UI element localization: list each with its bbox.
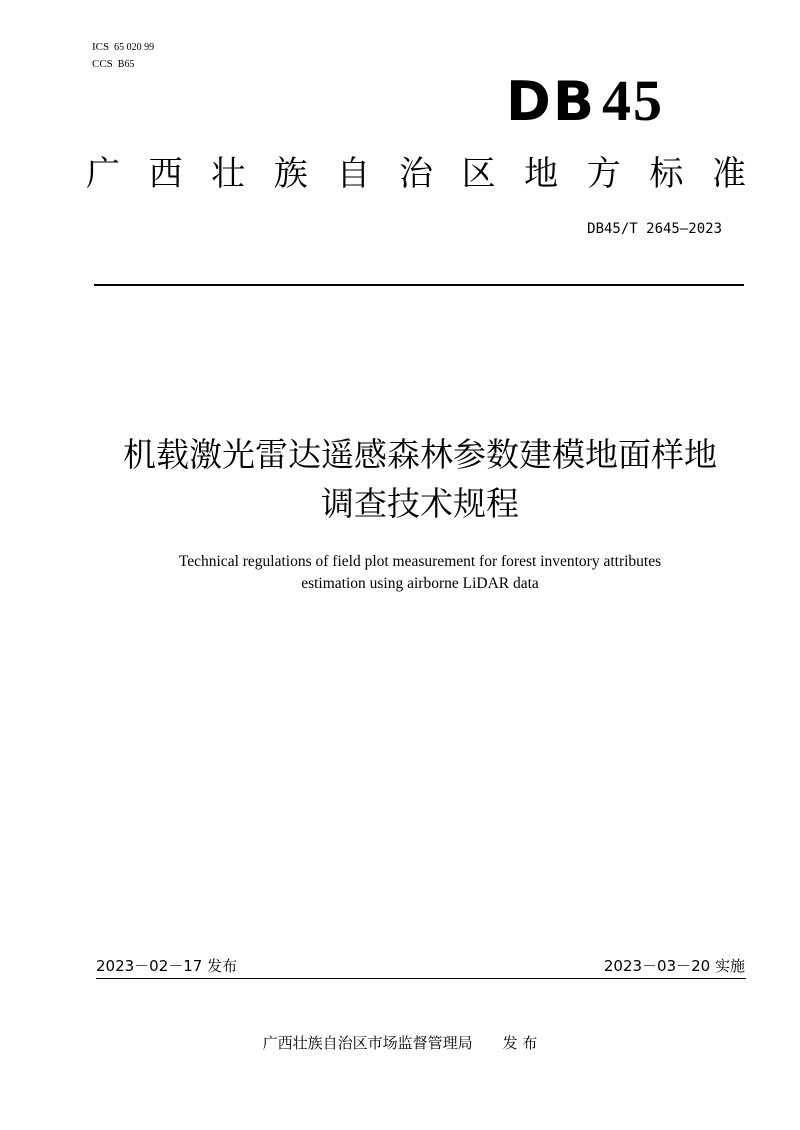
heading-char: 自 bbox=[336, 154, 371, 194]
logo-number: 45 bbox=[601, 68, 664, 133]
heading-char: 西 bbox=[148, 154, 183, 194]
heading-char: 族 bbox=[273, 154, 308, 194]
ccs-value: B65 bbox=[117, 59, 135, 70]
heading-char: 治 bbox=[398, 154, 433, 194]
db45-logo bbox=[506, 68, 686, 133]
publisher-line bbox=[0, 1033, 800, 1053]
publisher-org: 广西壮族自治区市场监督管理局 bbox=[262, 1034, 473, 1052]
implementation-date: 2023－03－20 实施 bbox=[603, 957, 745, 975]
heading-char: 地 bbox=[524, 154, 559, 194]
header-divider bbox=[94, 284, 744, 286]
footer-divider bbox=[96, 978, 746, 979]
classification-codes bbox=[92, 39, 154, 73]
chinese-title-line-2: 调查技术规程 bbox=[321, 484, 519, 523]
heading-char: 准 bbox=[711, 154, 746, 194]
heading-char: 广 bbox=[86, 154, 120, 194]
heading-char: 方 bbox=[586, 154, 621, 194]
ics-code bbox=[92, 39, 154, 56]
ccs-label: CCS bbox=[92, 58, 113, 70]
standard-type-heading bbox=[86, 152, 746, 196]
issue-date: 2023－02－17 发布 bbox=[96, 957, 238, 975]
heading-char: 区 bbox=[461, 154, 496, 194]
ics-value: 65 020 99 bbox=[114, 42, 155, 53]
english-title-line-2: estimation using airborne LiDAR data bbox=[301, 575, 539, 592]
publisher-action: 发 布 bbox=[502, 1034, 538, 1052]
chinese-title-line-1: 机载激光雷达遥感森林参数建模地面样地 bbox=[123, 435, 717, 474]
heading-char: 壮 bbox=[211, 154, 246, 194]
logo-prefix: DB bbox=[506, 70, 596, 133]
standard-number: DB45/T 2645—2023 bbox=[587, 221, 722, 237]
heading-char: 标 bbox=[649, 154, 684, 194]
ccs-code bbox=[92, 56, 154, 73]
ics-label: ICS bbox=[92, 41, 110, 53]
english-title-line-1: Technical regulations of field plot measurement for forest inventory attributes bbox=[178, 553, 662, 570]
